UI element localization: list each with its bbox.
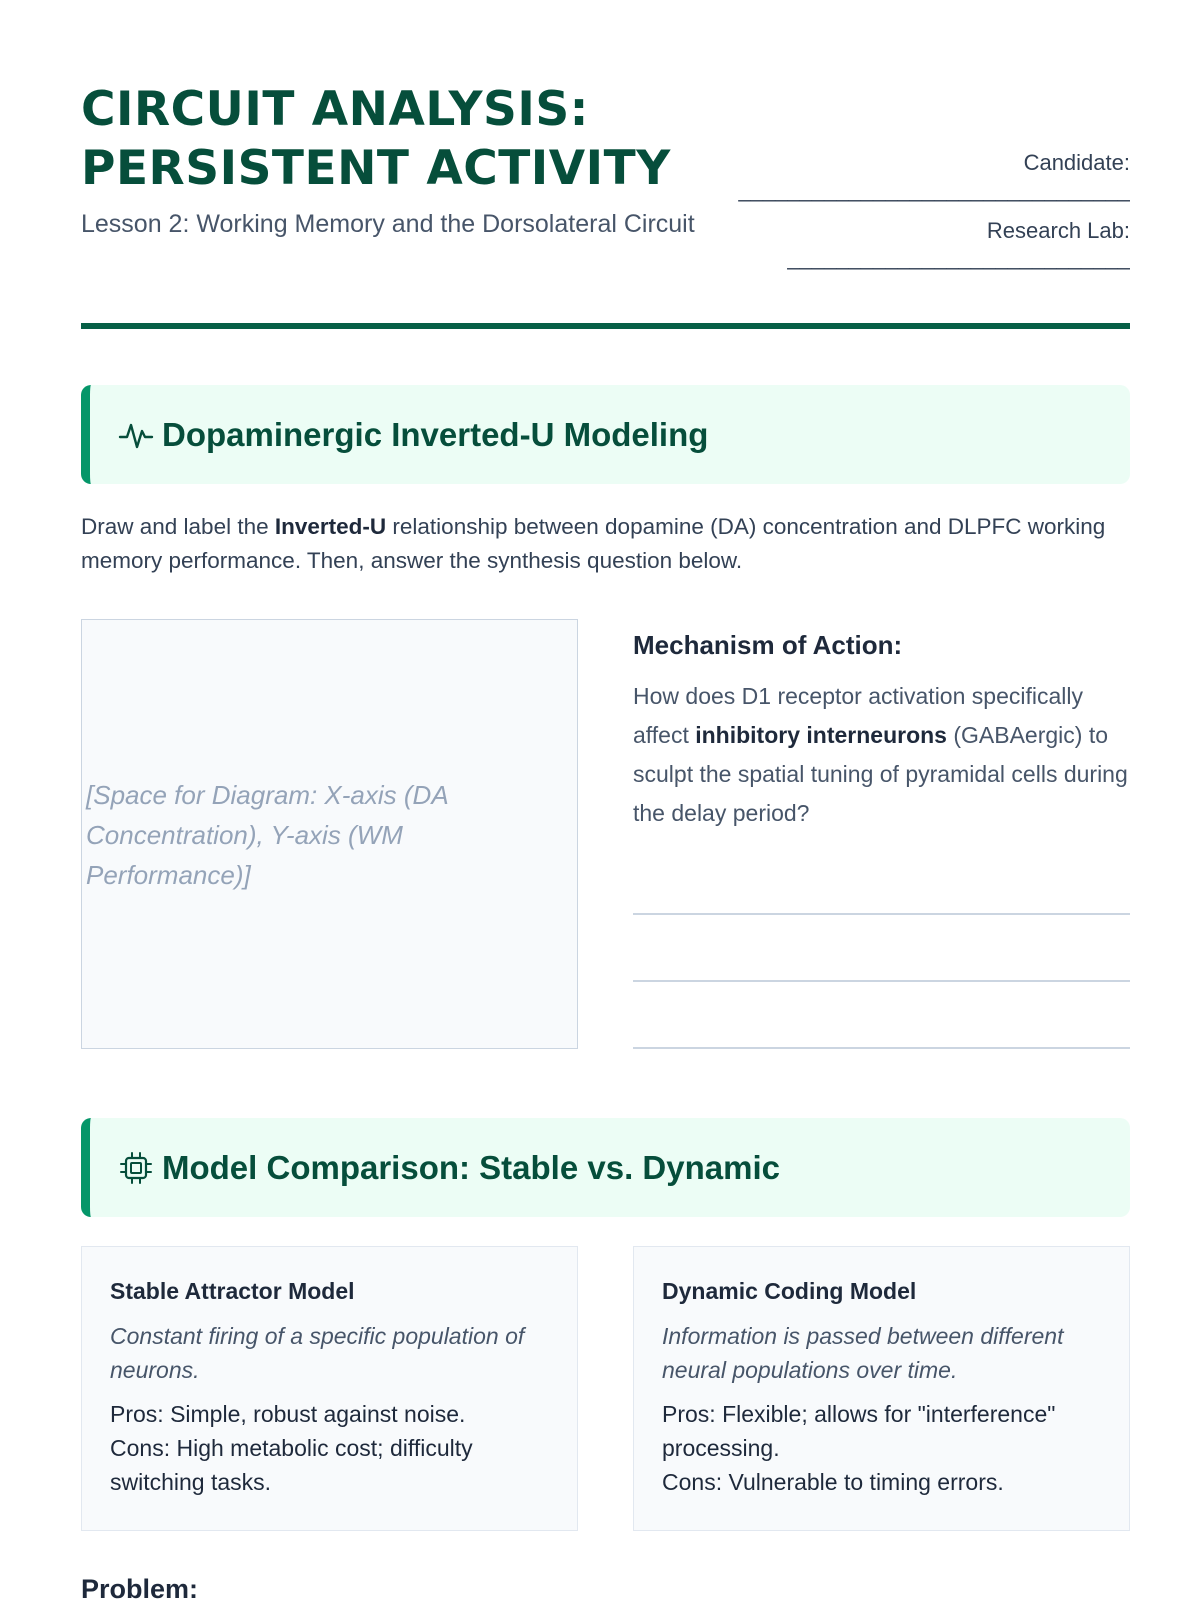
mechanism-text-start: How does D1 receptor activation specifically affect: [633, 683, 1083, 748]
answer-line[interactable]: [633, 913, 1130, 915]
instructions-text-end: relationship between dopamine (DA) concentration and DLPFC working memory performance. Then, answer the synthesis question below.: [81, 514, 1106, 573]
model-title: Dynamic Coding Model: [662, 1278, 917, 1304]
problem-heading: Problem:: [81, 1574, 199, 1604]
lab-label: Research Lab:: [986, 218, 1130, 243]
pulse-icon: [118, 417, 154, 453]
model-description: Constant firing of a specific population of neurons.: [110, 1323, 525, 1383]
header-divider: [81, 323, 1130, 329]
candidate-row: [730, 148, 1130, 216]
model-pros-cons: [662, 1397, 1101, 1499]
model-description: Information is passed between different neural populations over time.: [662, 1323, 1064, 1383]
title-line-2: PERSISTENT ACTIVITY: [81, 141, 671, 196]
section-header-model-comparison: [81, 1118, 1130, 1217]
lab-row: [730, 216, 1130, 284]
worksheet-header: [81, 80, 1130, 330]
mechanism-text-end: (GABAergic) to sculpt the spatial tuning of pyramidal cells during the delay period?: [633, 722, 1128, 826]
lesson-subtitle: Lesson 2: Working Memory and the Dorsolateral Circuit: [81, 210, 695, 238]
instructions-bold-term: Inverted-U: [274, 514, 387, 539]
answer-line[interactable]: [633, 980, 1130, 982]
diagram-drawing-area[interactable]: [81, 619, 578, 1049]
model-pros: Pros: Simple, robust against noise.: [110, 1401, 466, 1427]
mechanism-question: [633, 619, 1130, 833]
section-header-inverted-u: [81, 385, 1130, 484]
model-cons: Cons: High metabolic cost; difficulty switching tasks.: [110, 1435, 473, 1495]
instructions-text-start: Draw and label the: [81, 514, 275, 539]
mechanism-bold-term: inhibitory interneurons: [695, 722, 947, 748]
model-cons: Cons: Vulnerable to timing errors.: [662, 1469, 1004, 1495]
model-card-stable: [81, 1246, 578, 1531]
section-title: Dopaminergic Inverted-U Modeling: [162, 416, 709, 453]
page-title: [81, 80, 671, 198]
section-instructions: [81, 510, 1130, 578]
model-pros: Pros: Flexible; allows for "interference" processing.: [662, 1401, 1056, 1461]
answer-line[interactable]: [633, 1047, 1130, 1049]
diagram-placeholder: [Space for Diagram: X-axis (DA Concentration), Y-axis (WM Performance)]: [86, 780, 448, 890]
model-title: Stable Attractor Model: [110, 1278, 355, 1304]
mechanism-title: Mechanism of Action:: [633, 630, 903, 660]
mechanism-prompt: [633, 677, 1130, 833]
title-line-1: CIRCUIT ANALYSIS:: [81, 82, 589, 137]
model-pros-cons: [110, 1397, 549, 1499]
candidate-label: Candidate:: [1023, 150, 1130, 175]
cpu-chip-icon: [118, 1150, 154, 1186]
candidate-blank[interactable]: ________________________________: [738, 178, 1130, 202]
lab-blank[interactable]: ____________________________: [787, 246, 1130, 270]
model-card-dynamic: [633, 1246, 1130, 1531]
candidate-info: [730, 148, 1130, 284]
section-title: Model Comparison: Stable vs. Dynamic: [162, 1149, 780, 1186]
